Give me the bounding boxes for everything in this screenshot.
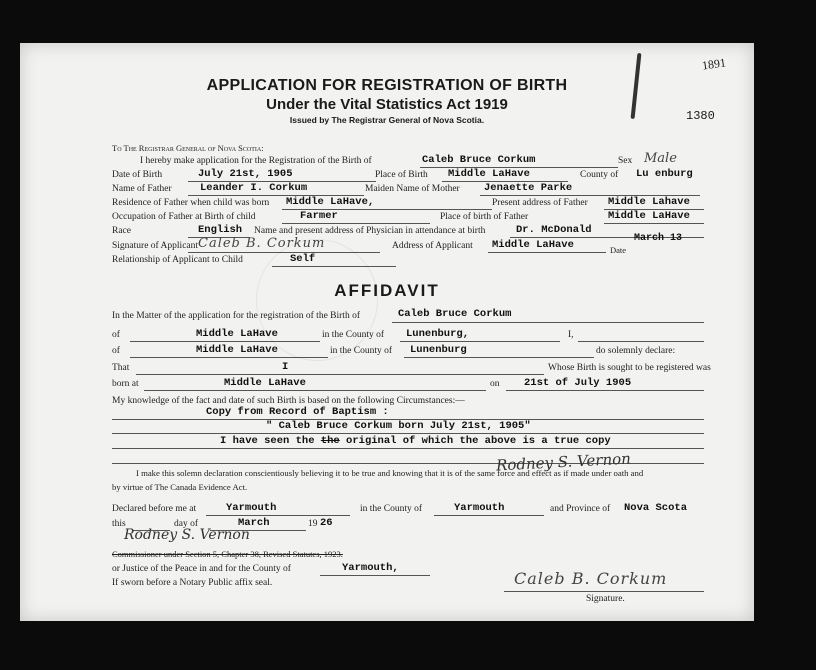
birth-registration-form	[20, 43, 754, 621]
race-label: Race	[112, 226, 131, 236]
month-value: March	[238, 517, 270, 529]
year-prefix: 19	[308, 519, 318, 529]
mother-label: Maiden Name of Mother	[365, 184, 460, 194]
county-value-1: Lunenburg,	[406, 328, 470, 340]
circumstance-line-3-rest: original of which the above is a true copy	[346, 435, 611, 447]
dob-value: July 21st, 1905	[198, 168, 293, 180]
knowledge-label: My knowledge of the fact and date of such Birth is based on the following Circumstances:—	[112, 396, 465, 406]
circumstance-line-1: Copy from Record of Baptism :	[206, 406, 389, 418]
county-label: County of	[580, 170, 619, 180]
relationship-value: Self	[290, 253, 316, 265]
county-value: Lu enburg	[636, 168, 693, 180]
residence-label: Residence of Father when child was born	[112, 198, 270, 208]
form-subtitle: Under the Vital Statistics Act 1919	[266, 96, 508, 113]
of-value-2: Middle LaHave	[196, 344, 278, 356]
official-signature: Rodney S. Vernon	[124, 527, 250, 543]
mother-value: Jenaette Parke	[484, 182, 573, 194]
dob-label: Date of Birth	[112, 170, 163, 180]
declared-county-label: in the County of	[360, 504, 423, 514]
declared-value: Yarmouth	[226, 502, 277, 514]
physician-value: Dr. McDonald	[516, 224, 592, 236]
applicant-address-value: Middle LaHave	[492, 239, 574, 251]
relationship-label: Relationship of Applicant to Child	[112, 255, 243, 265]
that-label: That	[112, 363, 130, 373]
i-label: I,	[568, 330, 574, 340]
solemn-declaration-line-1: I make this solemn declaration conscientiously believing it to be true and knowing that it is of the same force and effect as if made under oath and	[136, 468, 644, 478]
of-label-2: of	[112, 346, 120, 356]
circumstance-line-2: " Caleb Bruce Corkum born July 21st, 1905"	[266, 420, 531, 432]
on-value: 21st of July 1905	[524, 377, 632, 389]
occupation-value: Farmer	[300, 210, 338, 222]
registration-number: 1380	[686, 109, 715, 123]
whose-birth-label: Whose Birth is sought to be registered was	[548, 363, 711, 373]
circumstance-line-3-start: I have seen the	[220, 435, 315, 447]
addressee: To The Registrar General of Nova Scotia:	[112, 143, 264, 153]
signature-label: Signature of Applicant	[112, 241, 199, 251]
county-label-1: in the County of	[322, 330, 385, 340]
declared-county-value: Yarmouth	[454, 502, 505, 514]
county-label-2: in the County of	[330, 346, 393, 356]
declared-label: Declared before me at	[112, 504, 197, 514]
applicant-address-label: Address of Applicant	[392, 241, 473, 251]
justice-value: Yarmouth,	[342, 562, 399, 574]
county-value-2: Lunenburg	[410, 344, 467, 356]
father-birthplace-label: Place of birth of Father	[440, 212, 529, 222]
province-label: and Province of	[550, 504, 611, 514]
circumstance-line-3	[220, 435, 611, 447]
date-label: Date	[610, 245, 627, 255]
corner-number: 1891	[701, 55, 727, 73]
physician-label: Name and present address of Physician in attendance at birth	[254, 226, 486, 236]
sex-label: Sex	[618, 156, 633, 166]
place-value: Middle LaHave	[448, 168, 530, 180]
form-title: APPLICATION FOR REGISTRATION OF BIRTH	[206, 77, 568, 94]
day-label: day of	[174, 519, 199, 529]
affidavit-heading: AFFIDAVIT	[334, 281, 440, 300]
matter-label: In the Matter of the application for the registration of the Birth of	[112, 311, 360, 321]
born-at-value: Middle LaHave	[224, 377, 306, 389]
watermark-seal	[256, 239, 378, 361]
that-value: I	[282, 361, 289, 373]
year-value: 26	[320, 517, 333, 529]
of-label-1: of	[112, 330, 120, 340]
occupation-label: Occupation of Father at Birth of child	[112, 212, 256, 222]
born-at-label: born at	[112, 379, 139, 389]
intro-label: I hereby make application for the Registration of the Birth of	[140, 156, 372, 166]
on-label: on	[490, 379, 500, 389]
sex-value: Male	[644, 151, 677, 166]
declarant-signature: Caleb B. Corkum	[514, 569, 668, 588]
present-address-label: Present address of Father	[492, 198, 588, 208]
signature-caption: Signature.	[586, 594, 625, 604]
matter-value: Caleb Bruce Corkum	[398, 308, 512, 320]
child-name: Caleb Bruce Corkum	[422, 154, 536, 166]
commissioner-label: Commissioner under Section 5, Chapter 38, Revised Statutes, 1923.	[112, 549, 343, 559]
circumstance-line-3-struck: the	[320, 435, 340, 447]
notary-label: If sworn before a Notary Public affix seal.	[112, 578, 273, 588]
race-value: English	[198, 224, 243, 236]
place-label: Place of Birth	[375, 170, 428, 180]
date-value: March 13	[634, 233, 683, 244]
justice-label: or Justice of the Peace in and for the County of	[112, 564, 291, 574]
official-signature-upper: Rodney S. Vernon	[495, 449, 632, 475]
this-label: this	[112, 519, 126, 529]
present-address-value: Middle Lahave	[608, 196, 690, 208]
form-issuer: Issued by The Registrar General of Nova Scotia.	[289, 115, 485, 125]
of-value-1: Middle LaHave	[196, 328, 278, 340]
declare-label: do solemnly declare:	[596, 346, 676, 356]
applicant-signature: Caleb B. Corkum	[198, 236, 326, 251]
residence-value: Middle LaHave,	[286, 196, 375, 208]
father-birthplace-value: Middle LaHave	[608, 210, 690, 222]
solemn-declaration-line-2: by virtue of The Canada Evidence Act.	[112, 482, 248, 492]
father-value: Leander I. Corkum	[200, 182, 308, 194]
father-label: Name of Father	[112, 184, 172, 194]
province-value: Nova Scota	[624, 502, 688, 514]
